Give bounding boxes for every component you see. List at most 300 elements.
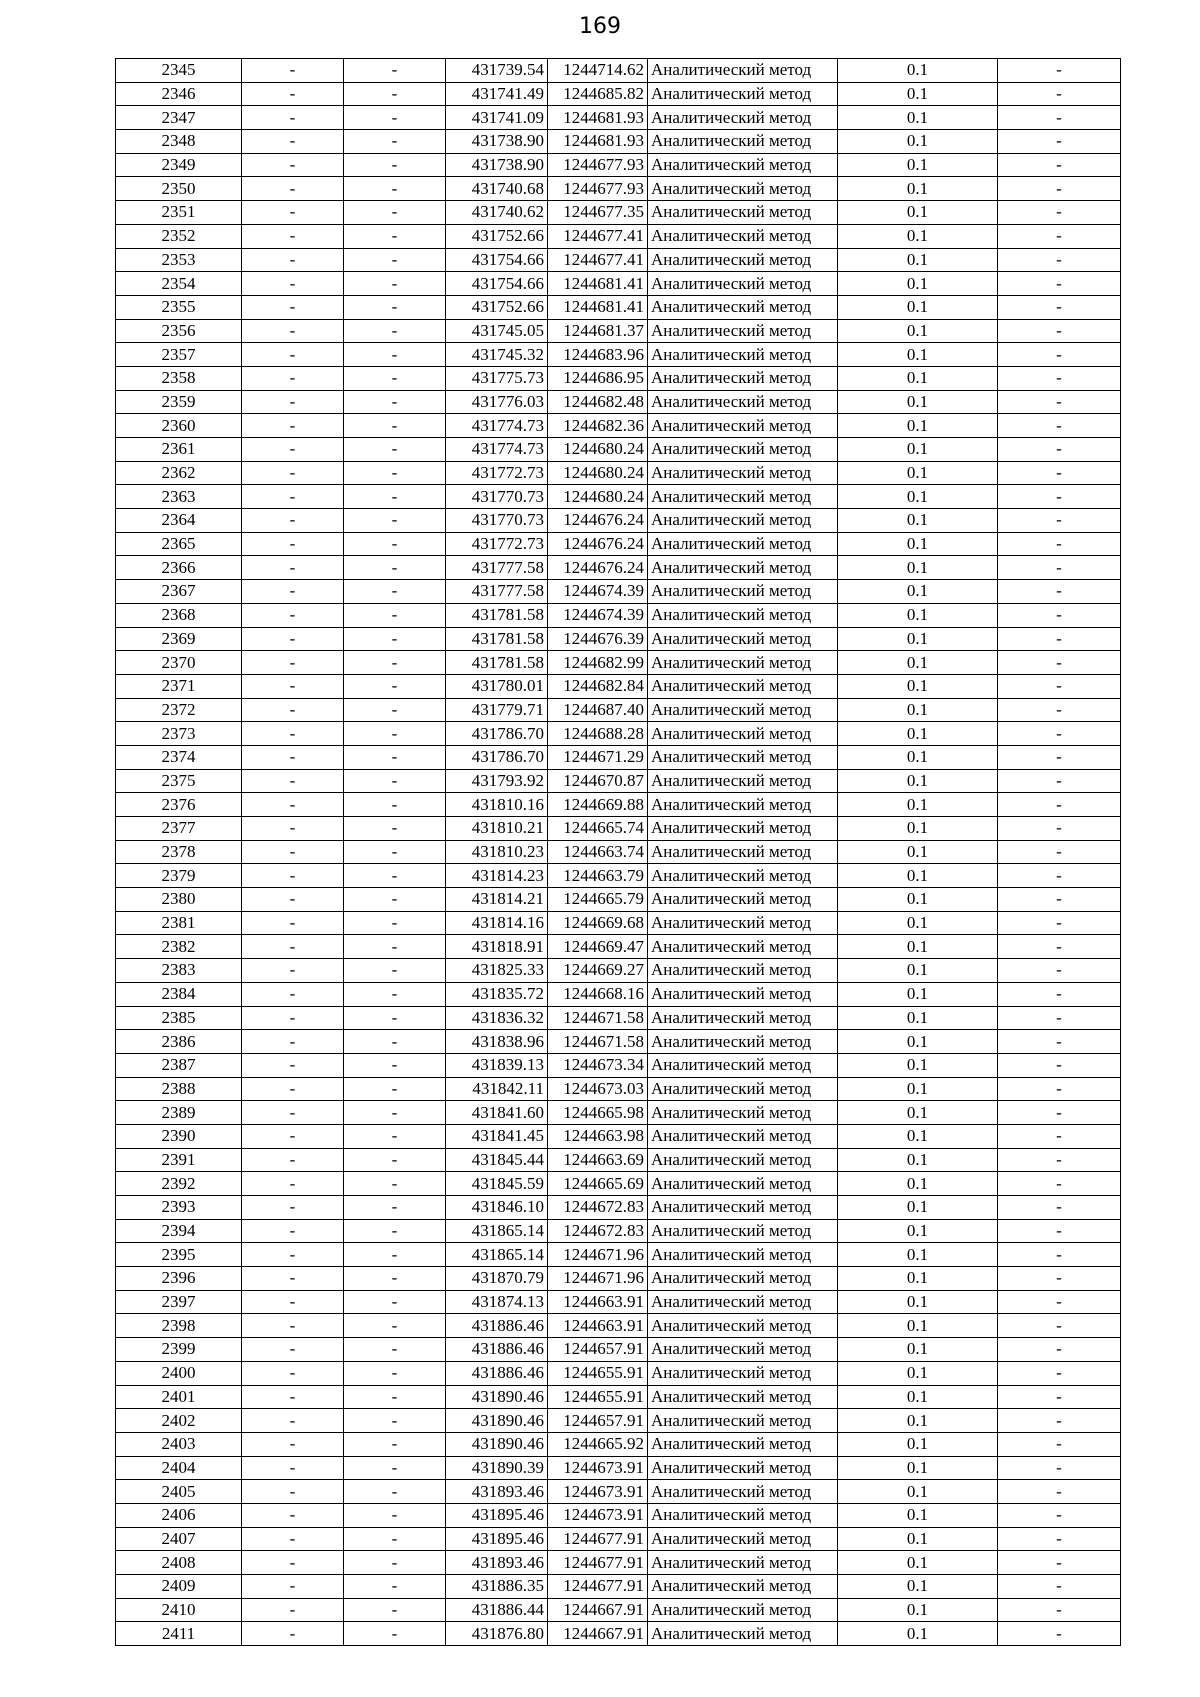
y-coordinate-cell: 1244677.35: [548, 201, 648, 225]
empty-column-b-cell: -: [344, 745, 446, 769]
empty-column-c-cell: -: [998, 1101, 1121, 1125]
empty-column-b-cell: -: [344, 1480, 446, 1504]
table-row: [116, 935, 1121, 959]
y-coordinate-cell: 1244671.96: [548, 1243, 648, 1267]
empty-column-a-cell: -: [242, 248, 344, 272]
empty-column-a-cell: -: [242, 1622, 344, 1646]
table-row: [116, 1598, 1121, 1622]
empty-column-c-cell: -: [998, 603, 1121, 627]
table-row: [116, 1361, 1121, 1385]
table-row: [116, 509, 1121, 533]
empty-column-b-cell: -: [344, 1101, 446, 1125]
x-coordinate-cell: 431841.45: [446, 1124, 548, 1148]
accuracy-cell: 0.1: [838, 935, 998, 959]
method-cell: Аналитический метод: [648, 1385, 838, 1409]
empty-column-b-cell: -: [344, 1124, 446, 1148]
method-cell: Аналитический метод: [648, 1172, 838, 1196]
x-coordinate-cell: 431845.59: [446, 1172, 548, 1196]
y-coordinate-cell: 1244677.93: [548, 177, 648, 201]
y-coordinate-cell: 1244665.74: [548, 817, 648, 841]
method-cell: Аналитический метод: [648, 1456, 838, 1480]
empty-column-a-cell: -: [242, 698, 344, 722]
accuracy-cell: 0.1: [838, 59, 998, 83]
empty-column-c-cell: -: [998, 935, 1121, 959]
empty-column-a-cell: -: [242, 1124, 344, 1148]
empty-column-c-cell: -: [998, 769, 1121, 793]
table-row: [116, 1101, 1121, 1125]
method-cell: Аналитический метод: [648, 888, 838, 912]
accuracy-cell: 0.1: [838, 722, 998, 746]
accuracy-cell: 0.1: [838, 651, 998, 675]
x-coordinate-cell: 431752.66: [446, 224, 548, 248]
empty-column-a-cell: -: [242, 177, 344, 201]
empty-column-b-cell: -: [344, 1053, 446, 1077]
point-number-cell: 2410: [116, 1598, 242, 1622]
table-row: [116, 1622, 1121, 1646]
empty-column-b-cell: -: [344, 248, 446, 272]
method-cell: Аналитический метод: [648, 272, 838, 296]
accuracy-cell: 0.1: [838, 864, 998, 888]
y-coordinate-cell: 1244663.69: [548, 1148, 648, 1172]
empty-column-a-cell: -: [242, 82, 344, 106]
point-number-cell: 2374: [116, 745, 242, 769]
x-coordinate-cell: 431845.44: [446, 1148, 548, 1172]
table-row: [116, 722, 1121, 746]
empty-column-a-cell: -: [242, 1361, 344, 1385]
empty-column-c-cell: -: [998, 556, 1121, 580]
point-number-cell: 2406: [116, 1503, 242, 1527]
method-cell: Аналитический метод: [648, 201, 838, 225]
point-number-cell: 2381: [116, 911, 242, 935]
accuracy-cell: 0.1: [838, 1622, 998, 1646]
y-coordinate-cell: 1244657.91: [548, 1338, 648, 1362]
empty-column-b-cell: -: [344, 366, 446, 390]
x-coordinate-cell: 431772.73: [446, 461, 548, 485]
point-number-cell: 2349: [116, 153, 242, 177]
point-number-cell: 2370: [116, 651, 242, 675]
point-number-cell: 2397: [116, 1290, 242, 1314]
y-coordinate-cell: 1244677.91: [548, 1575, 648, 1599]
accuracy-cell: 0.1: [838, 414, 998, 438]
point-number-cell: 2394: [116, 1219, 242, 1243]
point-number-cell: 2361: [116, 438, 242, 462]
y-coordinate-cell: 1244681.93: [548, 130, 648, 154]
empty-column-b-cell: -: [344, 59, 446, 83]
empty-column-a-cell: -: [242, 1456, 344, 1480]
accuracy-cell: 0.1: [838, 153, 998, 177]
empty-column-a-cell: -: [242, 414, 344, 438]
table-row: [116, 1219, 1121, 1243]
x-coordinate-cell: 431810.21: [446, 817, 548, 841]
point-number-cell: 2395: [116, 1243, 242, 1267]
y-coordinate-cell: 1244655.91: [548, 1361, 648, 1385]
accuracy-cell: 0.1: [838, 698, 998, 722]
empty-column-b-cell: -: [344, 1409, 446, 1433]
empty-column-a-cell: -: [242, 911, 344, 935]
accuracy-cell: 0.1: [838, 580, 998, 604]
point-number-cell: 2401: [116, 1385, 242, 1409]
accuracy-cell: 0.1: [838, 1053, 998, 1077]
empty-column-a-cell: -: [242, 1196, 344, 1220]
accuracy-cell: 0.1: [838, 769, 998, 793]
accuracy-cell: 0.1: [838, 603, 998, 627]
empty-column-a-cell: -: [242, 722, 344, 746]
empty-column-c-cell: -: [998, 651, 1121, 675]
empty-column-a-cell: -: [242, 485, 344, 509]
y-coordinate-cell: 1244680.24: [548, 438, 648, 462]
empty-column-c-cell: -: [998, 959, 1121, 983]
x-coordinate-cell: 431876.80: [446, 1622, 548, 1646]
accuracy-cell: 0.1: [838, 1030, 998, 1054]
table-row: [116, 319, 1121, 343]
x-coordinate-cell: 431886.46: [446, 1314, 548, 1338]
y-coordinate-cell: 1244671.29: [548, 745, 648, 769]
accuracy-cell: 0.1: [838, 1409, 998, 1433]
point-number-cell: 2352: [116, 224, 242, 248]
point-number-cell: 2402: [116, 1409, 242, 1433]
method-cell: Аналитический метод: [648, 1480, 838, 1504]
empty-column-a-cell: -: [242, 390, 344, 414]
table-row: [116, 769, 1121, 793]
method-cell: Аналитический метод: [648, 1101, 838, 1125]
x-coordinate-cell: 431740.68: [446, 177, 548, 201]
empty-column-a-cell: -: [242, 1598, 344, 1622]
empty-column-c-cell: -: [998, 319, 1121, 343]
accuracy-cell: 0.1: [838, 1148, 998, 1172]
empty-column-c-cell: -: [998, 1124, 1121, 1148]
point-number-cell: 2350: [116, 177, 242, 201]
table-row: [116, 485, 1121, 509]
x-coordinate-cell: 431838.96: [446, 1030, 548, 1054]
empty-column-c-cell: -: [998, 1622, 1121, 1646]
accuracy-cell: 0.1: [838, 1006, 998, 1030]
method-cell: Аналитический метод: [648, 769, 838, 793]
x-coordinate-cell: 431886.46: [446, 1338, 548, 1362]
y-coordinate-cell: 1244655.91: [548, 1385, 648, 1409]
accuracy-cell: 0.1: [838, 674, 998, 698]
point-number-cell: 2375: [116, 769, 242, 793]
method-cell: Аналитический метод: [648, 793, 838, 817]
point-number-cell: 2372: [116, 698, 242, 722]
method-cell: Аналитический метод: [648, 1219, 838, 1243]
empty-column-a-cell: -: [242, 1409, 344, 1433]
empty-column-c-cell: -: [998, 248, 1121, 272]
empty-column-c-cell: -: [998, 485, 1121, 509]
accuracy-cell: 0.1: [838, 1503, 998, 1527]
point-number-cell: 2348: [116, 130, 242, 154]
empty-column-a-cell: -: [242, 1006, 344, 1030]
table-row: [116, 840, 1121, 864]
point-number-cell: 2404: [116, 1456, 242, 1480]
empty-column-c-cell: -: [998, 1338, 1121, 1362]
method-cell: Аналитический метод: [648, 817, 838, 841]
empty-column-b-cell: -: [344, 627, 446, 651]
accuracy-cell: 0.1: [838, 485, 998, 509]
empty-column-b-cell: -: [344, 1290, 446, 1314]
table-row: [116, 272, 1121, 296]
empty-column-a-cell: -: [242, 1432, 344, 1456]
empty-column-c-cell: -: [998, 414, 1121, 438]
empty-column-a-cell: -: [242, 1551, 344, 1575]
y-coordinate-cell: 1244688.28: [548, 722, 648, 746]
empty-column-a-cell: -: [242, 1338, 344, 1362]
accuracy-cell: 0.1: [838, 1575, 998, 1599]
x-coordinate-cell: 431814.21: [446, 888, 548, 912]
method-cell: Аналитический метод: [648, 59, 838, 83]
empty-column-b-cell: -: [344, 201, 446, 225]
table-row: [116, 1432, 1121, 1456]
empty-column-a-cell: -: [242, 106, 344, 130]
table-row: [116, 888, 1121, 912]
method-cell: Аналитический метод: [648, 1053, 838, 1077]
y-coordinate-cell: 1244677.93: [548, 153, 648, 177]
empty-column-c-cell: -: [998, 177, 1121, 201]
empty-column-b-cell: -: [344, 1527, 446, 1551]
empty-column-c-cell: -: [998, 1196, 1121, 1220]
point-number-cell: 2400: [116, 1361, 242, 1385]
table-row: [116, 1267, 1121, 1291]
empty-column-c-cell: -: [998, 1172, 1121, 1196]
empty-column-c-cell: -: [998, 1077, 1121, 1101]
empty-column-b-cell: -: [344, 556, 446, 580]
point-number-cell: 2388: [116, 1077, 242, 1101]
method-cell: Аналитический метод: [648, 1077, 838, 1101]
empty-column-a-cell: -: [242, 153, 344, 177]
table-row: [116, 1480, 1121, 1504]
table-row: [116, 556, 1121, 580]
table-row: [116, 1290, 1121, 1314]
y-coordinate-cell: 1244674.39: [548, 603, 648, 627]
table-row: [116, 1314, 1121, 1338]
empty-column-a-cell: -: [242, 1385, 344, 1409]
method-cell: Аналитический метод: [648, 106, 838, 130]
empty-column-a-cell: -: [242, 509, 344, 533]
y-coordinate-cell: 1244657.91: [548, 1409, 648, 1433]
table-row: [116, 911, 1121, 935]
empty-column-a-cell: -: [242, 603, 344, 627]
y-coordinate-cell: 1244674.39: [548, 580, 648, 604]
empty-column-a-cell: -: [242, 224, 344, 248]
table-row: [116, 627, 1121, 651]
empty-column-a-cell: -: [242, 769, 344, 793]
x-coordinate-cell: 431780.01: [446, 674, 548, 698]
point-number-cell: 2399: [116, 1338, 242, 1362]
y-coordinate-cell: 1244669.88: [548, 793, 648, 817]
empty-column-c-cell: -: [998, 1480, 1121, 1504]
point-number-cell: 2383: [116, 959, 242, 983]
accuracy-cell: 0.1: [838, 82, 998, 106]
point-number-cell: 2353: [116, 248, 242, 272]
empty-column-c-cell: -: [998, 224, 1121, 248]
accuracy-cell: 0.1: [838, 1527, 998, 1551]
table-row: [116, 1338, 1121, 1362]
x-coordinate-cell: 431772.73: [446, 532, 548, 556]
table-row: [116, 603, 1121, 627]
empty-column-a-cell: -: [242, 1503, 344, 1527]
method-cell: Аналитический метод: [648, 674, 838, 698]
empty-column-c-cell: -: [998, 390, 1121, 414]
method-cell: Аналитический метод: [648, 153, 838, 177]
point-number-cell: 2355: [116, 295, 242, 319]
empty-column-b-cell: -: [344, 1172, 446, 1196]
accuracy-cell: 0.1: [838, 224, 998, 248]
y-coordinate-cell: 1244663.98: [548, 1124, 648, 1148]
accuracy-cell: 0.1: [838, 888, 998, 912]
empty-column-b-cell: -: [344, 1385, 446, 1409]
x-coordinate-cell: 431893.46: [446, 1480, 548, 1504]
empty-column-b-cell: -: [344, 1267, 446, 1291]
table-row: [116, 1148, 1121, 1172]
point-number-cell: 2345: [116, 59, 242, 83]
method-cell: Аналитический метод: [648, 1338, 838, 1362]
empty-column-c-cell: -: [998, 82, 1121, 106]
accuracy-cell: 0.1: [838, 1290, 998, 1314]
x-coordinate-cell: 431741.09: [446, 106, 548, 130]
x-coordinate-cell: 431890.46: [446, 1432, 548, 1456]
method-cell: Аналитический метод: [648, 1551, 838, 1575]
method-cell: Аналитический метод: [648, 1598, 838, 1622]
method-cell: Аналитический метод: [648, 485, 838, 509]
accuracy-cell: 0.1: [838, 177, 998, 201]
empty-column-b-cell: -: [344, 532, 446, 556]
empty-column-b-cell: -: [344, 106, 446, 130]
empty-column-c-cell: -: [998, 888, 1121, 912]
y-coordinate-cell: 1244676.24: [548, 509, 648, 533]
y-coordinate-cell: 1244671.96: [548, 1267, 648, 1291]
method-cell: Аналитический метод: [648, 722, 838, 746]
empty-column-a-cell: -: [242, 319, 344, 343]
empty-column-a-cell: -: [242, 888, 344, 912]
empty-column-c-cell: -: [998, 461, 1121, 485]
method-cell: Аналитический метод: [648, 461, 838, 485]
table-body: [116, 59, 1121, 1646]
point-number-cell: 2384: [116, 982, 242, 1006]
table-row: [116, 295, 1121, 319]
empty-column-c-cell: -: [998, 366, 1121, 390]
table-row: [116, 414, 1121, 438]
x-coordinate-cell: 431814.23: [446, 864, 548, 888]
x-coordinate-cell: 431890.39: [446, 1456, 548, 1480]
empty-column-a-cell: -: [242, 935, 344, 959]
empty-column-c-cell: -: [998, 509, 1121, 533]
empty-column-a-cell: -: [242, 59, 344, 83]
empty-column-b-cell: -: [344, 888, 446, 912]
accuracy-cell: 0.1: [838, 982, 998, 1006]
method-cell: Аналитический метод: [648, 651, 838, 675]
empty-column-a-cell: -: [242, 674, 344, 698]
method-cell: Аналитический метод: [648, 1409, 838, 1433]
accuracy-cell: 0.1: [838, 438, 998, 462]
x-coordinate-cell: 431741.49: [446, 82, 548, 106]
accuracy-cell: 0.1: [838, 272, 998, 296]
accuracy-cell: 0.1: [838, 509, 998, 533]
method-cell: Аналитический метод: [648, 1030, 838, 1054]
empty-column-c-cell: -: [998, 1361, 1121, 1385]
x-coordinate-cell: 431770.73: [446, 485, 548, 509]
y-coordinate-cell: 1244672.83: [548, 1219, 648, 1243]
point-number-cell: 2387: [116, 1053, 242, 1077]
accuracy-cell: 0.1: [838, 1077, 998, 1101]
x-coordinate-cell: 431786.70: [446, 745, 548, 769]
table-row: [116, 201, 1121, 225]
point-number-cell: 2376: [116, 793, 242, 817]
x-coordinate-cell: 431776.03: [446, 390, 548, 414]
empty-column-b-cell: -: [344, 1314, 446, 1338]
table-row: [116, 793, 1121, 817]
method-cell: Аналитический метод: [648, 1148, 838, 1172]
method-cell: Аналитический метод: [648, 319, 838, 343]
y-coordinate-cell: 1244677.91: [548, 1527, 648, 1551]
accuracy-cell: 0.1: [838, 959, 998, 983]
point-number-cell: 2369: [116, 627, 242, 651]
table-row: [116, 1053, 1121, 1077]
x-coordinate-cell: 431836.32: [446, 1006, 548, 1030]
x-coordinate-cell: 431745.05: [446, 319, 548, 343]
x-coordinate-cell: 431841.60: [446, 1101, 548, 1125]
accuracy-cell: 0.1: [838, 248, 998, 272]
y-coordinate-cell: 1244669.68: [548, 911, 648, 935]
empty-column-b-cell: -: [344, 864, 446, 888]
accuracy-cell: 0.1: [838, 461, 998, 485]
x-coordinate-cell: 431779.71: [446, 698, 548, 722]
x-coordinate-cell: 431865.14: [446, 1243, 548, 1267]
y-coordinate-cell: 1244665.79: [548, 888, 648, 912]
accuracy-cell: 0.1: [838, 1385, 998, 1409]
method-cell: Аналитический метод: [648, 1006, 838, 1030]
x-coordinate-cell: 431893.46: [446, 1551, 548, 1575]
empty-column-a-cell: -: [242, 130, 344, 154]
table-row: [116, 59, 1121, 83]
x-coordinate-cell: 431890.46: [446, 1385, 548, 1409]
empty-column-c-cell: -: [998, 840, 1121, 864]
table-row: [116, 1243, 1121, 1267]
y-coordinate-cell: 1244680.24: [548, 485, 648, 509]
empty-column-b-cell: -: [344, 1622, 446, 1646]
x-coordinate-cell: 431739.54: [446, 59, 548, 83]
method-cell: Аналитический метод: [648, 248, 838, 272]
y-coordinate-cell: 1244663.91: [548, 1290, 648, 1314]
point-number-cell: 2382: [116, 935, 242, 959]
empty-column-c-cell: -: [998, 1290, 1121, 1314]
empty-column-c-cell: -: [998, 580, 1121, 604]
empty-column-c-cell: -: [998, 627, 1121, 651]
y-coordinate-cell: 1244682.84: [548, 674, 648, 698]
empty-column-a-cell: -: [242, 556, 344, 580]
x-coordinate-cell: 431810.23: [446, 840, 548, 864]
empty-column-b-cell: -: [344, 674, 446, 698]
x-coordinate-cell: 431886.44: [446, 1598, 548, 1622]
empty-column-c-cell: -: [998, 59, 1121, 83]
empty-column-b-cell: -: [344, 840, 446, 864]
table-row: [116, 580, 1121, 604]
page-number: 169: [579, 14, 621, 39]
empty-column-b-cell: -: [344, 1148, 446, 1172]
empty-column-a-cell: -: [242, 438, 344, 462]
accuracy-cell: 0.1: [838, 106, 998, 130]
point-number-cell: 2389: [116, 1101, 242, 1125]
empty-column-b-cell: -: [344, 793, 446, 817]
y-coordinate-cell: 1244676.24: [548, 556, 648, 580]
method-cell: Аналитический метод: [648, 1196, 838, 1220]
table-row: [116, 1409, 1121, 1433]
y-coordinate-cell: 1244677.41: [548, 248, 648, 272]
point-number-cell: 2390: [116, 1124, 242, 1148]
empty-column-c-cell: -: [998, 722, 1121, 746]
empty-column-b-cell: -: [344, 698, 446, 722]
x-coordinate-cell: 431886.46: [446, 1361, 548, 1385]
table-row: [116, 1030, 1121, 1054]
point-number-cell: 2360: [116, 414, 242, 438]
